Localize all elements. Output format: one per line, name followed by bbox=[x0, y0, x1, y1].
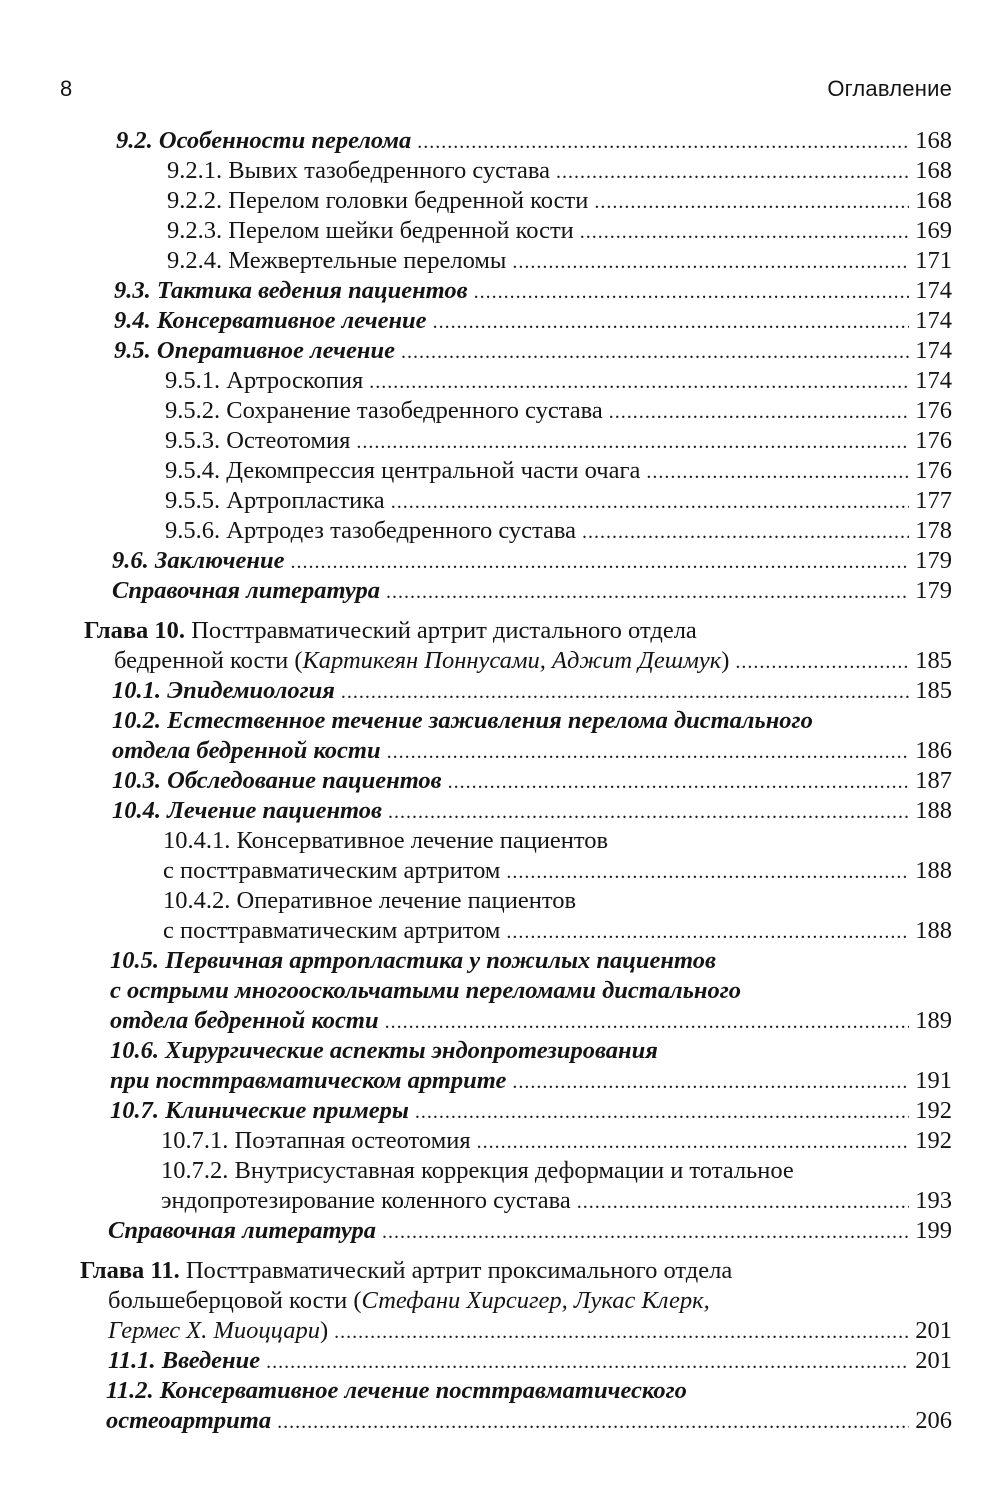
page-ref: 179 bbox=[915, 547, 952, 574]
dot-leader bbox=[448, 767, 910, 797]
toc-entry-9-5-4: 9.5.4. Декомпрессия центральной части очага . . . 176 bbox=[0, 456, 952, 486]
dot-leader bbox=[415, 1097, 909, 1127]
toc-entry-10-2-cont: отдела бедренной кости . . . 186 bbox=[0, 736, 952, 766]
running-title: Оглавление bbox=[827, 76, 952, 101]
page-ref: 191 bbox=[915, 1067, 952, 1094]
page-ref: 176 bbox=[915, 397, 952, 424]
toc-entry-9-2-1: 9.2.1. Вывих тазобедренного сустава . . . 168 bbox=[0, 156, 952, 186]
dot-leader bbox=[582, 517, 909, 547]
toc-entry-10-4-1-cont: с посттравматическим артритом . . . 188 bbox=[0, 856, 952, 886]
chapter-authors: Стефани Хирсигер, Лукас Клерк, bbox=[361, 1287, 710, 1314]
dot-leader bbox=[388, 797, 909, 827]
toc-entry-9-4: 9.4. Консервативное лечение . . . 174 bbox=[0, 306, 952, 336]
dot-leader bbox=[506, 857, 909, 887]
page-ref: 189 bbox=[915, 1007, 952, 1034]
page-ref: 188 bbox=[915, 917, 952, 944]
toc-entry-9-5-1: 9.5.1. Артроскопия . . . 174 bbox=[0, 366, 952, 396]
page-ref: 168 bbox=[915, 157, 952, 184]
dot-leader bbox=[266, 1347, 909, 1377]
dot-leader bbox=[474, 277, 910, 307]
toc-chapter-11-title-cont: большеберцовой кости (Стефани Хирсигер, Лукас Клерк, bbox=[108, 1287, 710, 1314]
page-ref: 188 bbox=[915, 797, 952, 824]
toc-entry-10-7-2-cont: эндопротезирование коленного сустава . . . 193 bbox=[0, 1186, 952, 1216]
toc-entry-10-5-cont-2: отдела бедренной кости . . . 189 bbox=[0, 1006, 952, 1036]
dot-leader bbox=[646, 457, 909, 487]
page-ref: 192 bbox=[915, 1097, 952, 1124]
toc-entry-9-5-2: 9.5.2. Сохранение тазобедренного сустава . . . 176 bbox=[0, 396, 952, 426]
toc-entry-10-7-2: 10.7.2. Внутрисуставная коррекция деформации и тотальное bbox=[161, 1157, 794, 1184]
chapter-authors: Гермес Х. Миоццари bbox=[108, 1317, 320, 1344]
page-ref: 201 bbox=[915, 1317, 952, 1344]
page-ref: 201 bbox=[915, 1347, 952, 1374]
dot-leader bbox=[356, 427, 909, 457]
dot-leader bbox=[369, 367, 909, 397]
dot-leader bbox=[401, 337, 909, 367]
toc-entry-10-4-2: 10.4.2. Оперативное лечение пациентов bbox=[163, 887, 577, 914]
toc-entry-10-7-1: 10.7.1. Поэтапная остеотомия . . . 192 bbox=[0, 1126, 952, 1156]
page-ref: 177 bbox=[915, 487, 952, 514]
dot-leader bbox=[277, 1407, 909, 1437]
toc-entry-9-3: 9.3. Тактика ведения пациентов . . . 174 bbox=[0, 276, 952, 306]
dot-leader bbox=[577, 1187, 909, 1217]
toc-entry-9-5-5: 9.5.5. Артропластика . . . 177 bbox=[0, 486, 952, 516]
page-ref: 199 bbox=[915, 1217, 952, 1244]
toc-entry-10-2: 10.2. Естественное течение заживления перелома дистального bbox=[112, 707, 813, 734]
toc-entry-10-4: 10.4. Лечение пациентов . . . 188 bbox=[0, 796, 952, 826]
dot-leader bbox=[512, 247, 909, 277]
dot-leader bbox=[417, 127, 909, 157]
dot-leader bbox=[506, 917, 909, 947]
toc-entry-10-3: 10.3. Обследование пациентов . . . 187 bbox=[0, 766, 952, 796]
page-ref: 171 bbox=[915, 247, 952, 274]
page-ref: 174 bbox=[915, 367, 952, 394]
toc-entry-10-5-cont-1: с острыми многооскольчатыми переломами дистального bbox=[110, 977, 742, 1004]
page-ref: 192 bbox=[915, 1127, 952, 1154]
toc-entry-10-4-1: 10.4.1. Консервативное лечение пациентов bbox=[163, 827, 609, 854]
toc-chapter-11-title: Глава 11. Посттравматический артрит проксимального отдела bbox=[80, 1257, 733, 1284]
page-ref: 176 bbox=[915, 427, 952, 454]
toc-entry-9-2-3: 9.2.3. Перелом шейки бедренной кости . . . 169 bbox=[0, 216, 952, 246]
toc-entry-10-4-2-cont: с посттравматическим артритом . . . 188 bbox=[0, 916, 952, 946]
toc-entry-9-5: 9.5. Оперативное лечение . . . 174 bbox=[0, 336, 952, 366]
dot-leader bbox=[334, 1317, 909, 1347]
chapter-label: Глава 10. bbox=[84, 617, 186, 644]
toc-entry-11-2-cont: остеоартрита . . . 206 bbox=[0, 1406, 952, 1436]
toc-entry-9-5-3: 9.5.3. Остеотомия . . . 176 bbox=[0, 426, 952, 456]
dot-leader bbox=[382, 1217, 909, 1247]
toc-entry-9-2-4: 9.2.4. Межвертельные переломы . . . 171 bbox=[0, 246, 952, 276]
page-ref: 174 bbox=[915, 307, 952, 334]
dot-leader bbox=[386, 577, 909, 607]
dot-leader bbox=[477, 1127, 910, 1157]
dot-leader bbox=[594, 187, 909, 217]
dot-leader bbox=[556, 157, 909, 187]
toc-entry-9-2-2: 9.2.2. Перелом головки бедренной кости . . . 168 bbox=[0, 186, 952, 216]
page-ref: 168 bbox=[915, 127, 952, 154]
page-ref: 169 bbox=[915, 217, 952, 244]
toc-entry-9-2: 9.2. Особенности перелома . . . 168 bbox=[0, 126, 952, 156]
toc-chapter-10-title: Глава 10. Посттравматический артрит дистального отдела bbox=[84, 617, 697, 644]
dot-leader bbox=[391, 487, 910, 517]
page-ref: 174 bbox=[915, 277, 952, 304]
toc-entry-10-6-cont: при посттравматическом артрите . . . 191 bbox=[0, 1066, 952, 1096]
toc-entry-references-10: Справочная литература . . . 199 bbox=[0, 1216, 952, 1246]
dot-leader bbox=[290, 547, 909, 577]
dot-leader bbox=[341, 677, 909, 707]
page-ref: 193 bbox=[915, 1187, 952, 1214]
toc-chapter-11-authors-cont: Гермес Х. Миоццари) . . . 201 bbox=[0, 1316, 952, 1346]
page-ref: 206 bbox=[915, 1407, 952, 1434]
dot-leader bbox=[433, 307, 910, 337]
chapter-label: Глава 11. bbox=[80, 1257, 180, 1284]
page-ref: 187 bbox=[915, 767, 952, 794]
page-ref: 168 bbox=[915, 187, 952, 214]
toc-chapter-10-title-cont: бедренной кости (Картикеян Поннусами, Аджит Дешмук) . . . 185 bbox=[0, 646, 952, 676]
dot-leader bbox=[387, 737, 910, 767]
toc-entry-10-6: 10.6. Хирургические аспекты эндопротезирования bbox=[110, 1037, 658, 1064]
page-ref: 188 bbox=[915, 857, 952, 884]
toc-entry-9-5-6: 9.5.6. Артродез тазобедренного сустава . . . 178 bbox=[0, 516, 952, 546]
toc-entry-9-6: 9.6. Заключение . . . 179 bbox=[0, 546, 952, 576]
toc-entry-10-5: 10.5. Первичная артропластика у пожилых пациентов bbox=[110, 947, 716, 974]
dot-leader bbox=[385, 1007, 910, 1037]
toc-entry-10-1: 10.1. Эпидемиология . . . 185 bbox=[0, 676, 952, 706]
page-ref: 186 bbox=[915, 737, 952, 764]
dot-leader bbox=[512, 1067, 909, 1097]
toc-entry-11-1: 11.1. Введение . . . 201 bbox=[0, 1346, 952, 1376]
page-number: 8 bbox=[60, 76, 73, 101]
page-ref: 178 bbox=[915, 517, 952, 544]
dot-leader bbox=[609, 397, 910, 427]
toc-entry-references-9: Справочная литература . . . 179 bbox=[0, 576, 952, 606]
page-ref: 185 bbox=[915, 677, 952, 704]
page-ref: 185 bbox=[915, 647, 952, 674]
page-ref: 176 bbox=[915, 457, 952, 484]
toc-entry-11-2: 11.2. Консервативное лечение посттравматического bbox=[106, 1377, 687, 1404]
toc-entry-10-7: 10.7. Клинические примеры . . . 192 bbox=[0, 1096, 952, 1126]
page-ref: 174 bbox=[915, 337, 952, 364]
dot-leader bbox=[735, 647, 909, 677]
dot-leader bbox=[580, 217, 909, 247]
page-ref: 179 bbox=[915, 577, 952, 604]
chapter-authors: Картикеян Поннусами, Аджит Дешмук bbox=[302, 647, 722, 674]
